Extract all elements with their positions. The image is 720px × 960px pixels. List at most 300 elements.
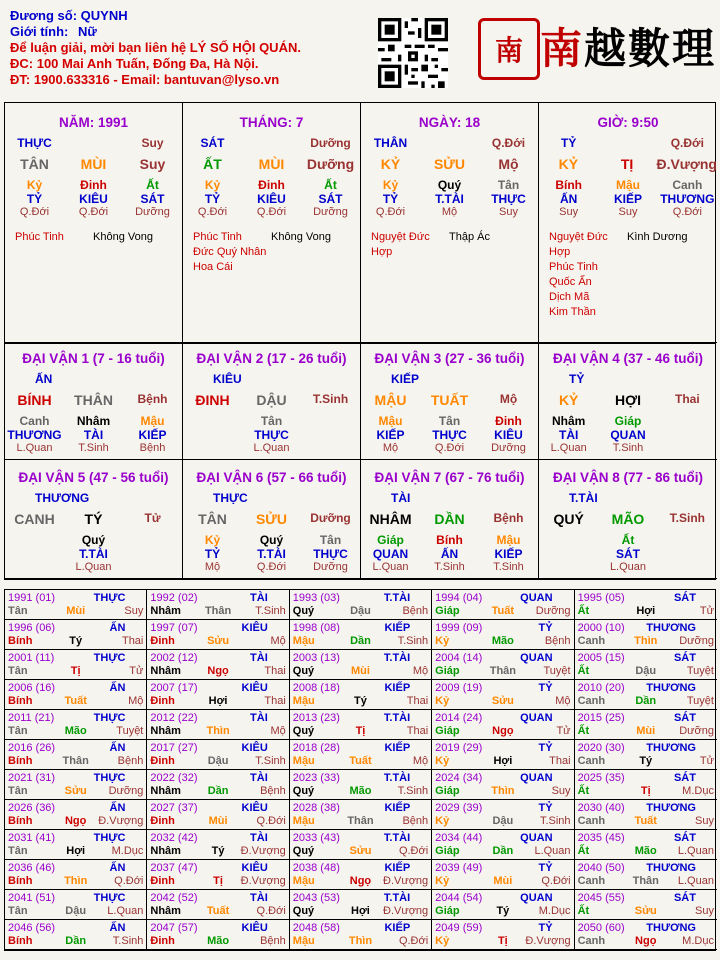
dai-van-cell[interactable] — [5, 460, 183, 579]
year-stem: Tân — [8, 905, 28, 917]
hidden-star: THỰC — [432, 428, 467, 442]
year-state: Đ.Vượng — [240, 875, 286, 887]
year-header — [150, 801, 285, 815]
hidden-stems-row — [361, 178, 538, 192]
pillar-star-row — [361, 136, 538, 150]
year-stem: Quý — [292, 845, 315, 857]
annual-luck-grid — [4, 589, 716, 951]
year-cell[interactable] — [432, 830, 574, 860]
hidden-star: THỰC — [491, 192, 526, 206]
year-pillar — [150, 905, 285, 918]
year-cell[interactable] — [432, 890, 574, 920]
year-cell[interactable] — [147, 890, 289, 920]
year-stem: Mậu — [292, 875, 315, 887]
year-cell[interactable] — [5, 710, 147, 740]
year-pillar — [8, 605, 143, 618]
year-star: KIẾP — [384, 682, 411, 694]
year-pillar — [150, 755, 285, 768]
year-header — [8, 801, 143, 815]
year-cell[interactable] — [575, 890, 717, 920]
year-star: SÁT — [673, 832, 696, 844]
year-stem: Kỷ — [435, 755, 450, 767]
year-state: Mộ — [412, 665, 429, 677]
hidden-star: TỶ — [382, 192, 399, 206]
year-state: L.Quan — [677, 875, 714, 887]
year-star: THỰC — [93, 772, 126, 784]
year-state: Q.Đới — [114, 875, 144, 887]
year-state: M.Dục — [682, 935, 714, 947]
year-cell[interactable] — [147, 800, 289, 830]
year-label: 2018 (28) — [292, 742, 340, 754]
year-header — [8, 711, 143, 725]
year-branch: Tuất — [634, 815, 657, 827]
year-header — [8, 621, 143, 635]
dai-van-star: THƯƠNG — [35, 491, 90, 505]
year-star: THƯƠNG — [646, 802, 696, 814]
year-cell[interactable] — [147, 590, 289, 620]
year-pillar — [8, 905, 143, 918]
year-cell[interactable] — [432, 920, 574, 950]
year-header — [293, 741, 428, 755]
pillar-stem: KỶ — [380, 156, 401, 172]
year-cell[interactable] — [5, 650, 147, 680]
year-cell[interactable] — [5, 740, 147, 770]
year-stem: Quý — [292, 905, 315, 917]
year-label: 1993 (03) — [292, 592, 340, 604]
year-branch: Hợi — [493, 755, 513, 767]
year-state: Tử — [699, 605, 714, 617]
year-star: SÁT — [673, 592, 696, 604]
year-cell[interactable] — [147, 920, 289, 950]
year-header — [8, 771, 143, 785]
hidden-stars-row — [361, 192, 538, 206]
year-cell[interactable] — [575, 920, 717, 950]
year-cell[interactable] — [575, 770, 717, 800]
year-star: SÁT — [673, 712, 696, 724]
pillar-tags-left — [15, 230, 93, 245]
hidden-star: KIÊU — [494, 428, 523, 442]
year-stem: Tân — [8, 665, 28, 677]
year-label: 1998 (08) — [292, 622, 340, 634]
year-star: T.TÀI — [383, 592, 411, 604]
year-cell[interactable] — [147, 860, 289, 890]
year-state: Tử — [129, 665, 144, 677]
year-cell[interactable] — [5, 920, 147, 950]
year-label: 2041 (51) — [8, 892, 56, 904]
year-star: ẤN — [109, 742, 126, 754]
year-state: Tuyệt — [686, 665, 714, 677]
dai-van-hidden-stems — [361, 533, 538, 547]
year-cell[interactable] — [147, 680, 289, 710]
dai-van-state: Mộ — [499, 392, 518, 406]
year-state: Q.Đới — [398, 845, 429, 857]
dai-van-branch: SỬU — [255, 511, 288, 527]
year-header — [8, 651, 143, 665]
year-label: 2008 (18) — [292, 682, 340, 694]
year-cell[interactable] — [575, 710, 717, 740]
year-pillar — [578, 785, 714, 798]
year-cell[interactable] — [432, 590, 574, 620]
year-cell[interactable] — [290, 710, 432, 740]
year-stem: Quý — [292, 665, 315, 677]
year-header — [293, 651, 428, 665]
year-star: KIẾP — [384, 802, 411, 814]
year-label: 2045 (55) — [577, 892, 625, 904]
year-stem: Đinh — [150, 815, 175, 827]
shensha-tag: Hoa Cái — [193, 261, 233, 273]
year-cell[interactable] — [575, 800, 717, 830]
pillar-tags — [5, 230, 182, 245]
hidden-star: ẤN — [440, 547, 459, 561]
year-stem: Bính — [8, 815, 33, 827]
dai-van-star: TÀI — [391, 491, 411, 505]
year-header — [150, 831, 285, 845]
year-cell[interactable] — [290, 650, 432, 680]
year-star: TỶ — [538, 622, 553, 634]
year-state: Mộ — [270, 635, 286, 647]
brand-char-3: 數 — [628, 24, 673, 73]
year-branch: Dậu — [492, 815, 514, 827]
qr-code-icon[interactable] — [378, 18, 448, 88]
year-pillar — [8, 725, 143, 738]
year-header — [578, 771, 714, 785]
year-cell[interactable] — [290, 680, 432, 710]
year-cell[interactable] — [290, 800, 432, 830]
hidden-status: L.Quan — [16, 442, 53, 454]
year-state: Mộ — [128, 695, 144, 707]
dai-van-star: THỰC — [213, 491, 248, 505]
year-label: 2030 (40) — [577, 802, 625, 814]
dai-van-hidden-stems — [539, 414, 717, 428]
hidden-stem — [658, 533, 717, 547]
year-branch: Mùi — [636, 725, 656, 737]
year-label: 2003 (13) — [292, 652, 340, 664]
year-stem: Nhâm — [150, 665, 181, 677]
year-state: Mộ — [555, 695, 571, 707]
year-state: Bệnh — [260, 785, 286, 797]
year-star: KIẾP — [384, 862, 411, 874]
year-star: THỰC — [93, 652, 126, 664]
year-pillar — [293, 785, 428, 798]
year-stem: Mậu — [292, 815, 315, 827]
year-star: THỰC — [93, 592, 126, 604]
year-cell[interactable] — [5, 590, 147, 620]
pillar-stem-branch-row — [5, 156, 182, 172]
year-header — [435, 891, 570, 905]
four-pillars-grid — [4, 102, 716, 344]
year-branch: Hợi — [351, 905, 370, 917]
year-pillar — [150, 665, 285, 678]
year-cell[interactable] — [575, 740, 717, 770]
year-state: L.Quan — [534, 845, 571, 857]
hidden-stem: Kỷ — [382, 178, 399, 192]
pillar-tags-right — [93, 230, 153, 245]
year-branch: Mão — [491, 635, 514, 647]
year-cell[interactable] — [575, 860, 717, 890]
year-stem: Quý — [292, 785, 315, 797]
pillar-state: Đ.Vượng — [656, 156, 717, 172]
year-label: 2015 (25) — [577, 712, 625, 724]
year-pillar — [8, 755, 143, 768]
year-branch: Thân — [632, 875, 659, 887]
pillar-tags — [539, 230, 717, 320]
year-label: 2011 (21) — [8, 712, 55, 724]
dai-van-cell[interactable] — [361, 341, 539, 460]
year-cell[interactable] — [290, 860, 432, 890]
year-star: T.TÀI — [383, 892, 411, 904]
year-label: 2014 (24) — [435, 712, 483, 724]
pillar-stem-branch-row — [361, 156, 538, 172]
year-pillar — [150, 785, 285, 798]
year-label: 2012 (22) — [150, 712, 198, 724]
year-cell[interactable] — [432, 620, 574, 650]
year-cell[interactable] — [5, 620, 147, 650]
year-stem: Đinh — [150, 635, 175, 647]
hidden-stem: Tân — [319, 533, 342, 547]
year-stem: Nhâm — [150, 725, 181, 737]
year-cell[interactable] — [432, 800, 574, 830]
year-pillar — [293, 935, 428, 948]
shensha-tag: Kình Dương — [627, 231, 688, 243]
year-cell[interactable] — [147, 710, 289, 740]
dai-van-star: KIẾP — [391, 372, 420, 386]
year-label: 2032 (42) — [150, 832, 198, 844]
year-label: 2040 (50) — [577, 862, 625, 874]
year-state: Bệnh — [402, 605, 429, 617]
year-header — [150, 891, 285, 905]
year-stem: Kỷ — [435, 635, 450, 647]
year-cell[interactable] — [432, 710, 574, 740]
pillar-tags-left — [371, 230, 449, 260]
dai-van-cell[interactable] — [539, 460, 717, 579]
dai-van-branch: THÂN — [74, 392, 113, 408]
year-branch: Ngọ — [349, 875, 372, 887]
hidden-stem: Kỷ — [204, 533, 221, 547]
year-cell[interactable] — [5, 680, 147, 710]
dai-van-hidden-stems — [539, 533, 717, 547]
year-state: Thai — [406, 725, 429, 737]
year-stem: Quý — [292, 605, 315, 617]
pillar-spacer — [64, 136, 123, 150]
year-cell[interactable] — [147, 650, 289, 680]
hidden-star — [301, 428, 360, 442]
year-branch: Tị — [640, 785, 651, 797]
shensha-tag: Phúc Tinh — [193, 231, 242, 243]
year-header — [150, 651, 285, 665]
year-branch: Dậu — [350, 605, 371, 617]
hidden-stem: Nhâm — [76, 414, 111, 428]
year-cell[interactable] — [290, 620, 432, 650]
pillar-branch: MÙI — [258, 156, 285, 172]
year-cell[interactable] — [147, 770, 289, 800]
year-stem: Mậu — [292, 755, 315, 767]
year-branch: Thân — [347, 815, 374, 827]
hidden-status — [658, 442, 717, 454]
year-state: T.Sinh — [539, 815, 571, 827]
year-label: 2010 (20) — [577, 682, 625, 694]
year-cell[interactable] — [290, 770, 432, 800]
year-stem: Ất — [577, 785, 590, 797]
hidden-stem: Mậu — [378, 414, 403, 428]
dai-van-cell[interactable] — [183, 341, 361, 460]
year-branch: Tị — [70, 665, 81, 677]
hidden-stem: Đinh — [495, 414, 522, 428]
year-star: KIÊU — [241, 922, 268, 934]
year-stem: Tân — [8, 785, 28, 797]
year-cell[interactable] — [147, 620, 289, 650]
year-star: KIÊU — [241, 622, 268, 634]
year-cell[interactable] — [5, 890, 147, 920]
year-stem: Ất — [577, 905, 590, 917]
year-stem: Giáp — [435, 605, 460, 617]
pillar-tags-right — [627, 230, 687, 320]
year-star: TÀI — [250, 592, 268, 604]
year-cell[interactable] — [5, 860, 147, 890]
hidden-stem — [658, 414, 717, 428]
year-cell[interactable] — [432, 680, 574, 710]
year-branch: Thân — [489, 665, 516, 677]
year-cell[interactable] — [432, 860, 574, 890]
dai-van-branch: DẬU — [256, 392, 287, 408]
year-star: KIÊU — [241, 862, 268, 874]
year-state: T.Sinh — [255, 755, 286, 767]
hidden-stem: Mậu — [496, 533, 521, 547]
dai-van-hidden-stars — [183, 428, 360, 442]
year-label: 2046 (56) — [8, 922, 56, 934]
seal-character: 南 — [494, 34, 523, 67]
year-pillar — [435, 785, 570, 798]
year-header — [435, 591, 570, 605]
year-cell[interactable] — [575, 590, 717, 620]
dai-van-stem-branch — [361, 511, 538, 527]
year-state: Đ.Vượng — [383, 905, 429, 917]
year-pillar — [578, 725, 714, 738]
year-star: ẤN — [109, 922, 126, 934]
hidden-stem — [183, 414, 242, 428]
hidden-status: Q.Đới — [19, 206, 50, 218]
dai-van-hidden-stars — [361, 428, 538, 442]
contact-phone-email[interactable]: ĐT: 1900.633316 - Email: bantuvan@lyso.vn — [10, 72, 280, 87]
dai-van-cell[interactable] — [539, 341, 717, 460]
year-branch: Mùi — [350, 665, 370, 677]
hidden-status: Suy — [499, 206, 518, 218]
year-cell[interactable] — [575, 650, 717, 680]
dai-van-stem: KỶ — [558, 392, 579, 408]
dai-van-branch: TÝ — [84, 511, 103, 527]
year-cell[interactable] — [290, 740, 432, 770]
year-stem: Bính — [8, 635, 33, 647]
dai-van-cell[interactable] — [361, 460, 539, 579]
hidden-star: ẤN — [559, 192, 578, 206]
year-pillar — [435, 815, 570, 828]
dai-van-stem-branch — [539, 511, 717, 527]
year-cell[interactable] — [432, 770, 574, 800]
hidden-star: KIẾP — [613, 192, 642, 206]
year-cell[interactable] — [5, 800, 147, 830]
year-cell[interactable] — [290, 920, 432, 950]
dai-van-hidden-stems — [5, 533, 182, 547]
year-cell[interactable] — [432, 740, 574, 770]
year-label: 2031 (41) — [8, 832, 56, 844]
year-pillar — [150, 935, 285, 948]
year-cell[interactable] — [147, 740, 289, 770]
year-header — [150, 861, 285, 875]
hidden-stars-row — [5, 192, 182, 206]
year-cell[interactable] — [5, 830, 147, 860]
shensha-tag: Đức Quý Nhân — [193, 246, 267, 258]
owner-name: QUYNH — [80, 8, 128, 23]
year-branch: Thân — [204, 605, 232, 617]
shensha-tag: Nguyệt Đức Hợp — [549, 231, 608, 258]
year-label: 1992 (02) — [150, 592, 198, 604]
year-pillar — [293, 815, 428, 828]
dai-van-hidden-stars — [539, 547, 717, 561]
year-branch: Hợi — [636, 605, 656, 617]
year-branch: Tý — [211, 845, 225, 857]
hidden-star: SÁT — [318, 192, 343, 206]
hidden-stem — [123, 533, 182, 547]
year-cell[interactable] — [147, 830, 289, 860]
hidden-stem: Tân — [497, 178, 520, 192]
year-cell[interactable] — [290, 890, 432, 920]
year-stem: Đinh — [150, 935, 175, 947]
year-cell[interactable] — [5, 770, 147, 800]
year-cell[interactable] — [575, 620, 717, 650]
year-pillar — [578, 875, 714, 888]
hidden-status: L.Quan — [75, 561, 112, 573]
year-cell[interactable] — [290, 590, 432, 620]
year-star: THỰC — [93, 712, 126, 724]
year-header — [293, 861, 428, 875]
year-pillar — [435, 665, 570, 678]
pillar-tags-right — [271, 230, 331, 275]
shensha-tag: Phúc Tinh — [15, 231, 64, 243]
year-stem: Bính — [8, 875, 33, 887]
hidden-stem: Đinh — [80, 178, 107, 192]
year-header — [293, 621, 428, 635]
year-star: TỶ — [538, 802, 553, 814]
hidden-star: THỰC — [313, 547, 348, 561]
year-cell[interactable] — [290, 830, 432, 860]
year-pillar — [150, 725, 285, 738]
dai-van-stem: ĐINH — [195, 392, 230, 408]
dai-van-cell[interactable] — [5, 341, 183, 460]
year-star: TỶ — [538, 922, 553, 934]
year-cell[interactable] — [575, 680, 717, 710]
year-pillar — [578, 815, 714, 828]
year-label: 2022 (32) — [150, 772, 198, 784]
year-star: QUAN — [520, 652, 553, 664]
dai-van-cell[interactable] — [183, 460, 361, 579]
year-label: 2002 (12) — [150, 652, 198, 664]
year-stem: Bính — [8, 755, 33, 767]
year-branch: Mão — [349, 785, 372, 797]
dai-van-hidden-stars — [361, 547, 538, 561]
dai-van-stem-branch — [183, 392, 360, 408]
brand-title — [540, 16, 716, 76]
year-cell[interactable] — [575, 830, 717, 860]
pillar-star-state: Dưỡng — [310, 136, 351, 150]
hidden-stem: Kỷ — [204, 178, 221, 192]
year-header — [435, 711, 570, 725]
year-star: KIÊU — [241, 682, 268, 694]
year-star: SÁT — [673, 652, 696, 664]
year-cell[interactable] — [432, 650, 574, 680]
year-branch: Mùi — [208, 815, 228, 827]
dai-van-stem: NHÂM — [369, 511, 412, 527]
dai-van-stem: CANH — [14, 511, 55, 527]
year-branch: Dần — [350, 635, 371, 647]
